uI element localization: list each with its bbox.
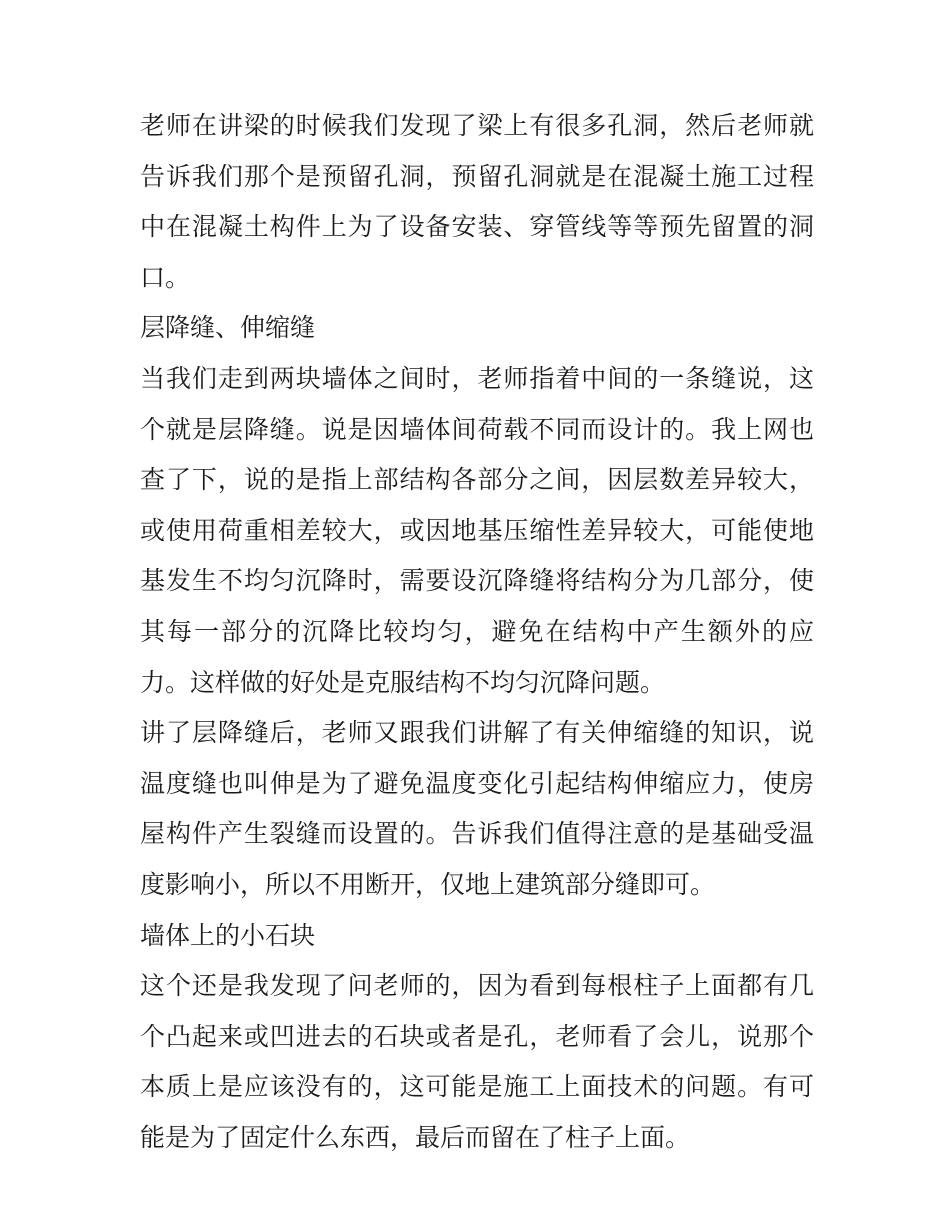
section-heading-wall-stones: 墙体上的小石块 <box>140 920 316 950</box>
paragraph-expansion-joint: 讲了层降缝后，老师又跟我们讲解了有关伸缩缝的知识，说温度缝也叫伸是为了避免温度变化引起结构伸缩应力，使房屋构件产生裂缝而设置的。告诉我们值得注意的是基础受温度影响小，所以不用断开，仅地上建筑部分缝即可。 <box>140 718 814 899</box>
section-heading-settlement-expansion-joints: 层降缝、伸缩缝 <box>140 313 316 343</box>
paragraph-settlement-joint: 当我们走到两块墙体之间时，老师指着中间的一条缝说，这个就是层降缝。说是因墙体间荷载不同而设计的。我上网也查了下，说的是指上部结构各部分之间，因层数差异较大，或使用荷重相差较大，或因地基压缩性差异较大，可能使地基发生不均匀沉降时，需要设沉降缝将结构分为几部分，使其每一部分的沉降比较均匀，避免在结构中产生额外的应力。这样做的好处是克服结构不均匀沉降问题。 <box>140 363 814 697</box>
document-body <box>140 101 814 1163</box>
paragraph-reserved-holes: 老师在讲梁的时候我们发现了梁上有很多孔洞，然后老师就告诉我们那个是预留孔洞，预留孔洞就是在混凝土施工过程中在混凝土构件上为了设备安装、穿管线等等预先留置的洞口。 <box>140 111 814 292</box>
paragraph-wall-stones: 这个还是我发现了问老师的，因为看到每根柱子上面都有几个凸起来或凹进去的石块或者是孔，老师看了会儿，说那个本质上是应该没有的，这可能是施工上面技术的问题。有可能是为了固定什么东西，最后而留在了柱子上面。 <box>140 971 814 1152</box>
